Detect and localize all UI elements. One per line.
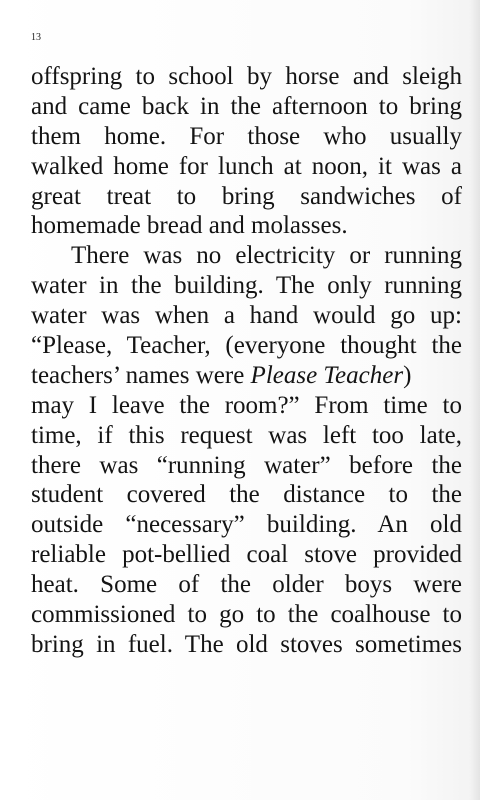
italic-text: Please Teacher	[250, 361, 404, 389]
text-line: There was no electricity or running	[71, 242, 462, 270]
text-line: student covered the distance to the	[31, 481, 462, 509]
text-line: walked home for lunch at noon, it was a	[31, 152, 462, 180]
text-line: water in the building. The only running	[31, 272, 462, 300]
text-line: heat. Some of the older boys were	[31, 571, 462, 599]
text-segment: teachers’ names were	[31, 361, 251, 389]
text-line: and came back in the afternoon to bring	[31, 92, 462, 120]
text-line: “Please, Teacher, (everyone thought the	[31, 332, 462, 360]
text-line: bring in fuel. The old stoves sometimes	[31, 630, 462, 658]
text-line: may I leave the room?” From time to	[31, 391, 462, 419]
text-line: commissioned to go to the coalhouse to	[31, 601, 462, 629]
text-line: there was “running water” before the	[31, 451, 462, 479]
page-edge-shadow	[470, 0, 480, 800]
text-segment: )	[403, 361, 412, 389]
text-line: water was when a hand would go up:	[31, 302, 462, 330]
text-line: outside “necessary” building. An old	[31, 511, 462, 539]
text-line: reliable pot-bellied coal stove provided	[31, 541, 462, 569]
text-line: homemade bread and molasses.	[31, 212, 348, 240]
text-line: them home. For those who usually	[31, 122, 462, 150]
text-line: time, if this request was left too late,	[31, 421, 462, 449]
text-line	[31, 361, 462, 391]
page-number: 13	[31, 32, 41, 43]
body-text	[31, 62, 462, 660]
text-line: offspring to school by horse and sleigh	[31, 63, 462, 90]
text-line: great treat to bring sandwiches of	[31, 182, 462, 210]
